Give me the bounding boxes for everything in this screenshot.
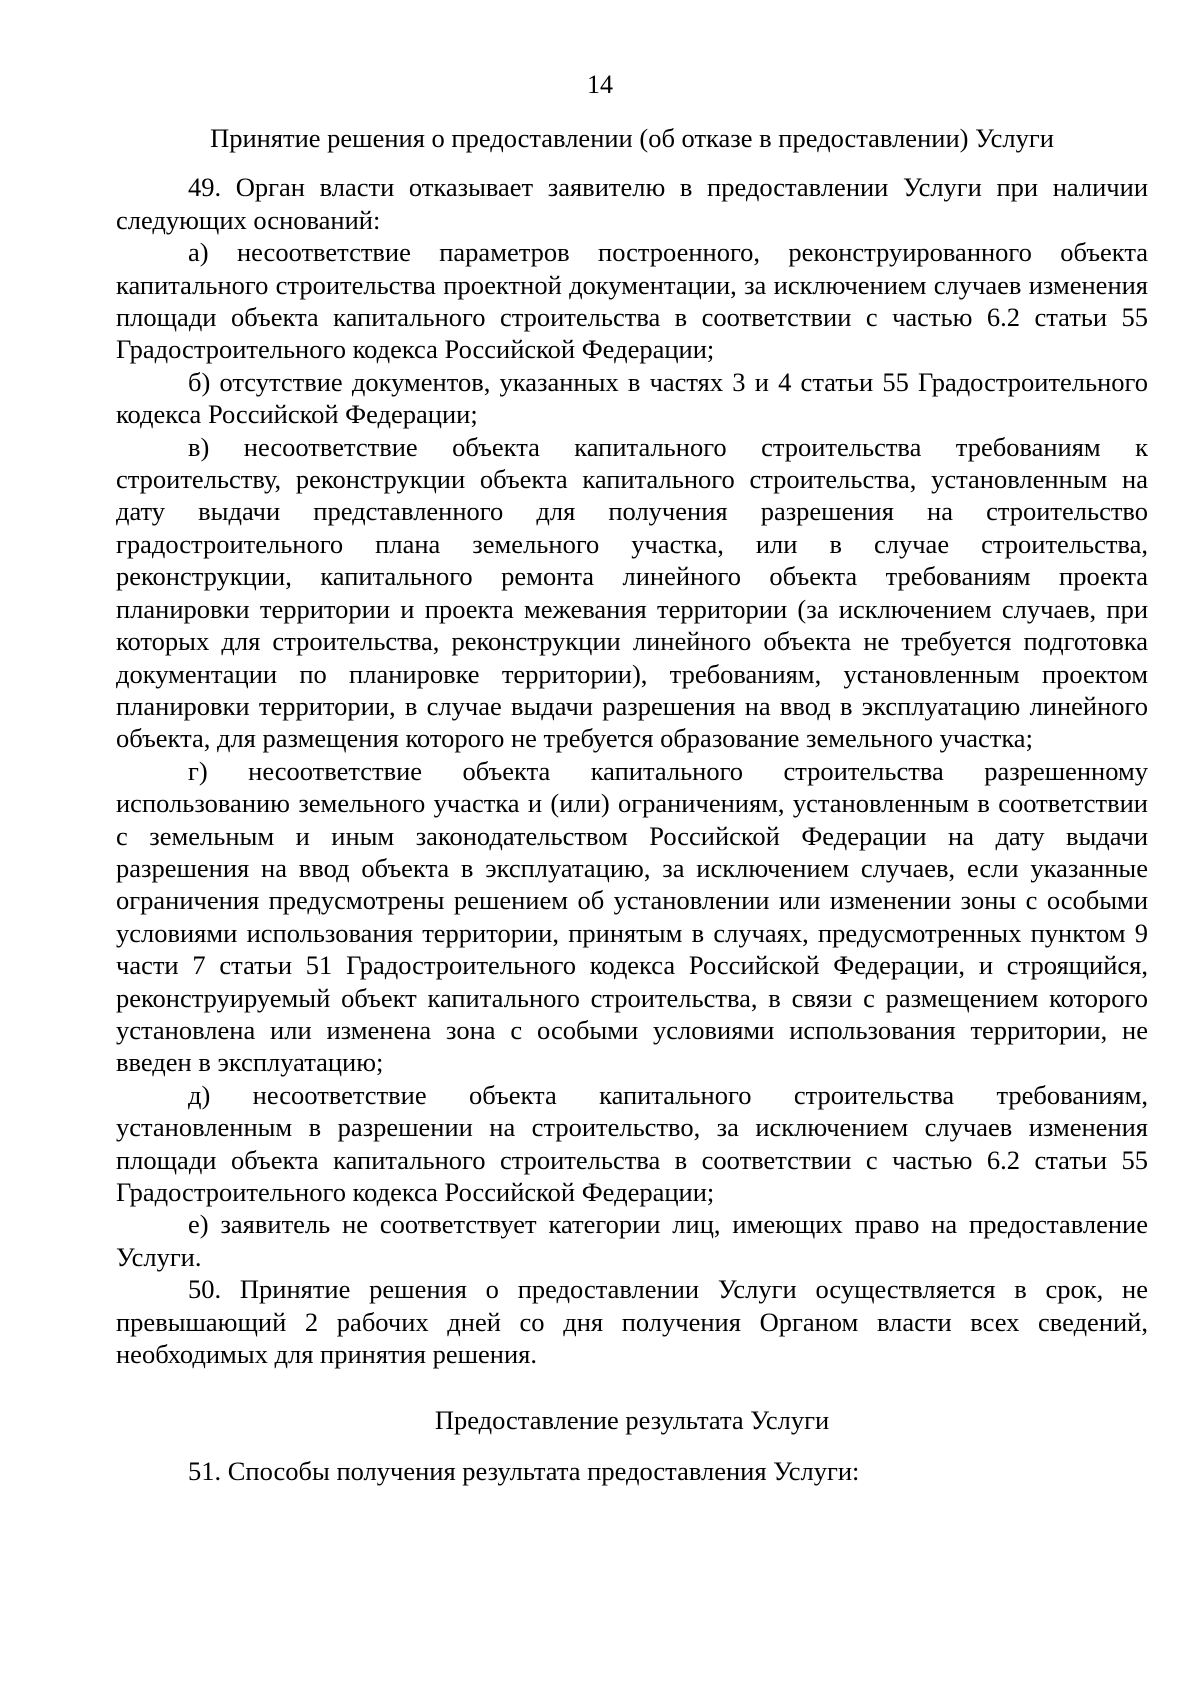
section-heading-result: Предоставление результата Услуги: [434, 1405, 830, 1436]
paragraph-49-d: д) несоответствие объекта капитального строительства требованиям, установленным в разрешении на строительство, за исключением случаев изменения площади объекта капитального строительства в соответствии с частью 6.2 статьи 55 Градостроительного кодекса Российской Федерации;: [116, 1079, 1148, 1207]
document-body: [116, 122, 1148, 1487]
page-number: 14: [587, 70, 613, 99]
paragraph-49-e: е) заявитель не соответствует категории лиц, имеющих право на предоставление Услуги.: [116, 1209, 1148, 1272]
paragraph-49-v: в) несоответствие объекта капитального строительства требованиям к строительству, реконструкции объекта капитального строительства, установленным на дату выдачи представленного для получения разрешения на строительство градостроительного плана земельного участка, или в случае строительства, реконструкции, капитального ремонта линейного объекта требованиям проекта планировки территории и проекта межевания территории (за исключением случаев, при которых для строительства, реконструкции линейного объекта не требуется подготовка документации по планировке территории), требованиям, установленным проектом планировки территории, в случае выдачи разрешения на ввод в эксплуатацию линейного объекта, для размещения которого не требуется образование земельного участка;: [116, 431, 1148, 754]
paragraph-50: 50. Принятие решения о предоставлении Услуги осуществляется в срок, не превышающий 2 рабочих дней со дня получения Органом власти всех сведений, необходимых для принятия решения.: [116, 1274, 1148, 1370]
paragraph-49: 49. Орган власти отказывает заявителю в предоставлении Услуги при наличии следующих оснований:: [116, 172, 1148, 235]
paragraph-51: 51. Способы получения результата предоставления Услуги:: [188, 1455, 860, 1486]
paragraph-49-a: а) несоответствие параметров построенного, реконструированного объекта капитального строительства проектной документации, за исключением случаев изменения площади объекта капитального строительства в соответствии с частью 6.2 статьи 55 Градостроительного кодекса Российской Федерации;: [116, 237, 1148, 365]
paragraph-49-b: б) отсутствие документов, указанных в частях 3 и 4 статьи 55 Градостроительного кодекса Российской Федерации;: [116, 366, 1148, 430]
section-heading-decision: Принятие решения о предоставлении (об отказе в предоставлении) Услуги: [210, 123, 1054, 153]
paragraph-49-g: г) несоответствие объекта капитального строительства разрешенному использованию земельного участка и (или) ограничениям, установленным в соответствии с земельным и иным законодательством Российской Федерации на дату выдачи разрешения на ввод объекта в эксплуатацию, за исключением случаев, если указанные ограничения предусмотрены решением об установлении или изменении зоны с особыми условиями использования территории, принятым в случаях, предусмотренных пунктом 9 части 7 статьи 51 Градостроительного кодекса Российской Федерации, и строящийся, реконструируемый объект капитального строительства, в связи с размещением которого установлена или изменена зона с особыми условиями использования территории, не введен в эксплуатацию;: [116, 755, 1148, 1078]
